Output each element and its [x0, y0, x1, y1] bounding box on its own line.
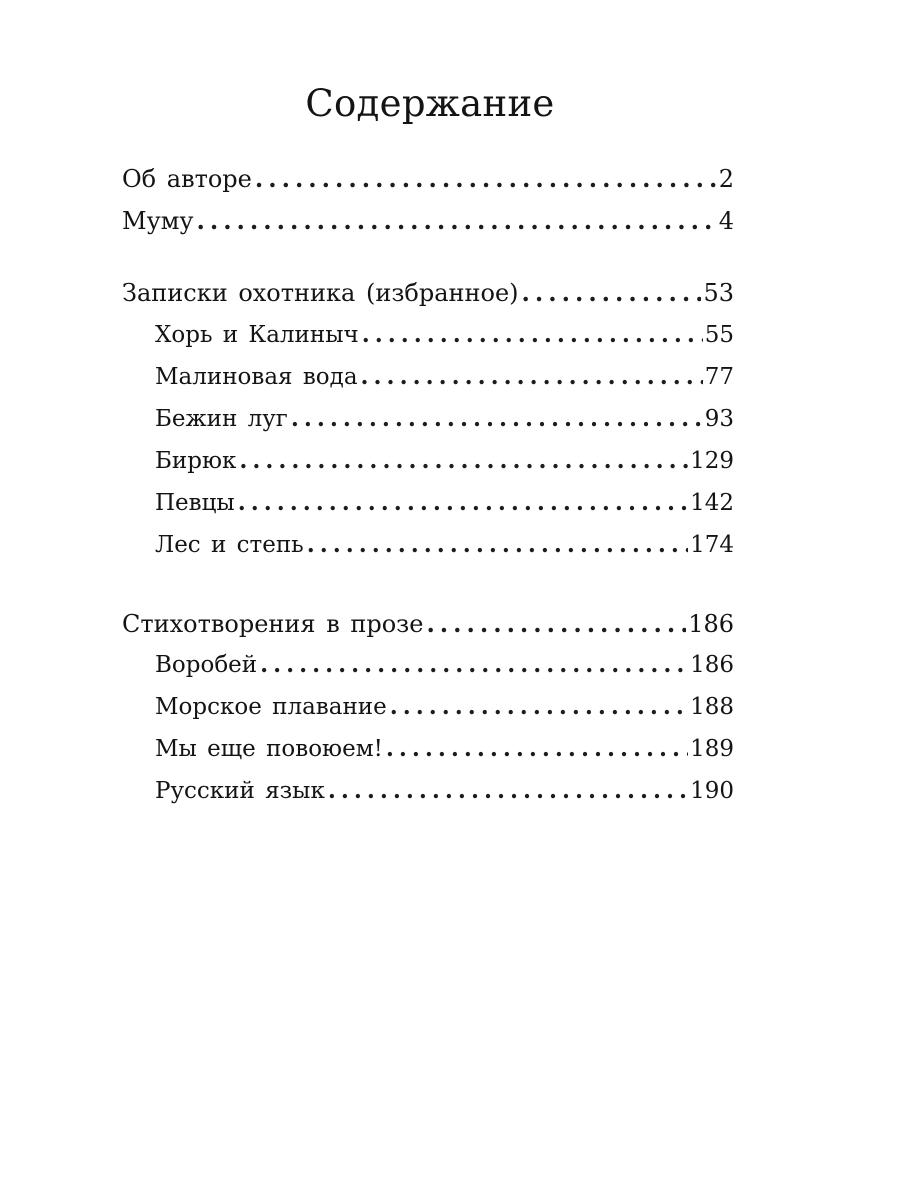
- toc-entry[interactable]: [122, 163, 734, 195]
- toc-entry[interactable]: [122, 608, 734, 640]
- page-title: Содержание: [305, 82, 555, 125]
- toc-entry-page: 77: [704, 364, 734, 390]
- toc-entry[interactable]: [155, 487, 734, 519]
- toc-entry-page: 189: [690, 736, 734, 762]
- toc-entry-title: Русский язык: [155, 778, 325, 804]
- toc-entry[interactable]: [155, 319, 734, 351]
- dot-leader: [390, 691, 688, 723]
- dot-leader: [260, 649, 688, 681]
- dot-leader: [426, 608, 686, 640]
- dot-leader: [196, 205, 716, 237]
- toc-entry-page: 55: [704, 322, 734, 348]
- toc-entry-page: 129: [690, 448, 734, 474]
- toc-entry-title: Лес и степь: [155, 532, 304, 558]
- dot-leader: [291, 403, 703, 435]
- toc-entry-title: Воробей: [155, 652, 258, 678]
- toc-entry-page: 186: [688, 610, 734, 638]
- dot-leader: [238, 487, 688, 519]
- toc-entry-title: Бирюк: [155, 448, 237, 474]
- toc-entry-title: Стихотворения в прозе: [122, 610, 424, 638]
- toc-entry-page: 186: [690, 652, 734, 678]
- toc-entry[interactable]: [122, 277, 734, 309]
- dot-leader: [362, 319, 703, 351]
- dot-leader: [307, 529, 688, 561]
- toc-entry-title: Бежин луг: [155, 406, 288, 432]
- toc-entry-page: 188: [690, 694, 734, 720]
- toc-entry[interactable]: [155, 691, 734, 723]
- toc-entry-page: 53: [703, 279, 734, 307]
- toc-entry-title: Мы еще повоюем!: [155, 736, 383, 762]
- dot-leader: [239, 445, 688, 477]
- toc-entry-page: 174: [690, 532, 734, 558]
- toc-entry[interactable]: [155, 529, 734, 561]
- toc-entry-page: 190: [690, 778, 734, 804]
- toc-entry[interactable]: [155, 649, 734, 681]
- dot-leader: [361, 361, 703, 393]
- dot-leader: [522, 277, 702, 309]
- toc-entry-title: Малиновая вода: [155, 364, 358, 390]
- toc-entry[interactable]: [155, 775, 734, 807]
- toc-entry-title: Об авторе: [122, 165, 252, 193]
- dot-leader: [255, 163, 717, 195]
- toc-entry[interactable]: [155, 403, 734, 435]
- toc-entry[interactable]: [122, 205, 734, 237]
- toc-entry[interactable]: [155, 361, 734, 393]
- toc-entry-page: 2: [718, 165, 734, 193]
- toc-entry[interactable]: [155, 445, 734, 477]
- toc-entry[interactable]: [155, 733, 734, 765]
- toc-entry-page: 4: [718, 207, 734, 235]
- dot-leader: [328, 775, 688, 807]
- toc-entry-title: Записки охотника (избранное): [122, 279, 519, 307]
- dot-leader: [386, 733, 688, 765]
- toc-entry-title: Хорь и Калиныч: [155, 322, 359, 348]
- toc-entry-title: Муму: [122, 207, 194, 235]
- toc-entry-page: 142: [690, 490, 734, 516]
- toc-entry-title: Певцы: [155, 490, 235, 516]
- toc-entry-page: 93: [704, 406, 734, 432]
- toc-entry-title: Морское плавание: [155, 694, 387, 720]
